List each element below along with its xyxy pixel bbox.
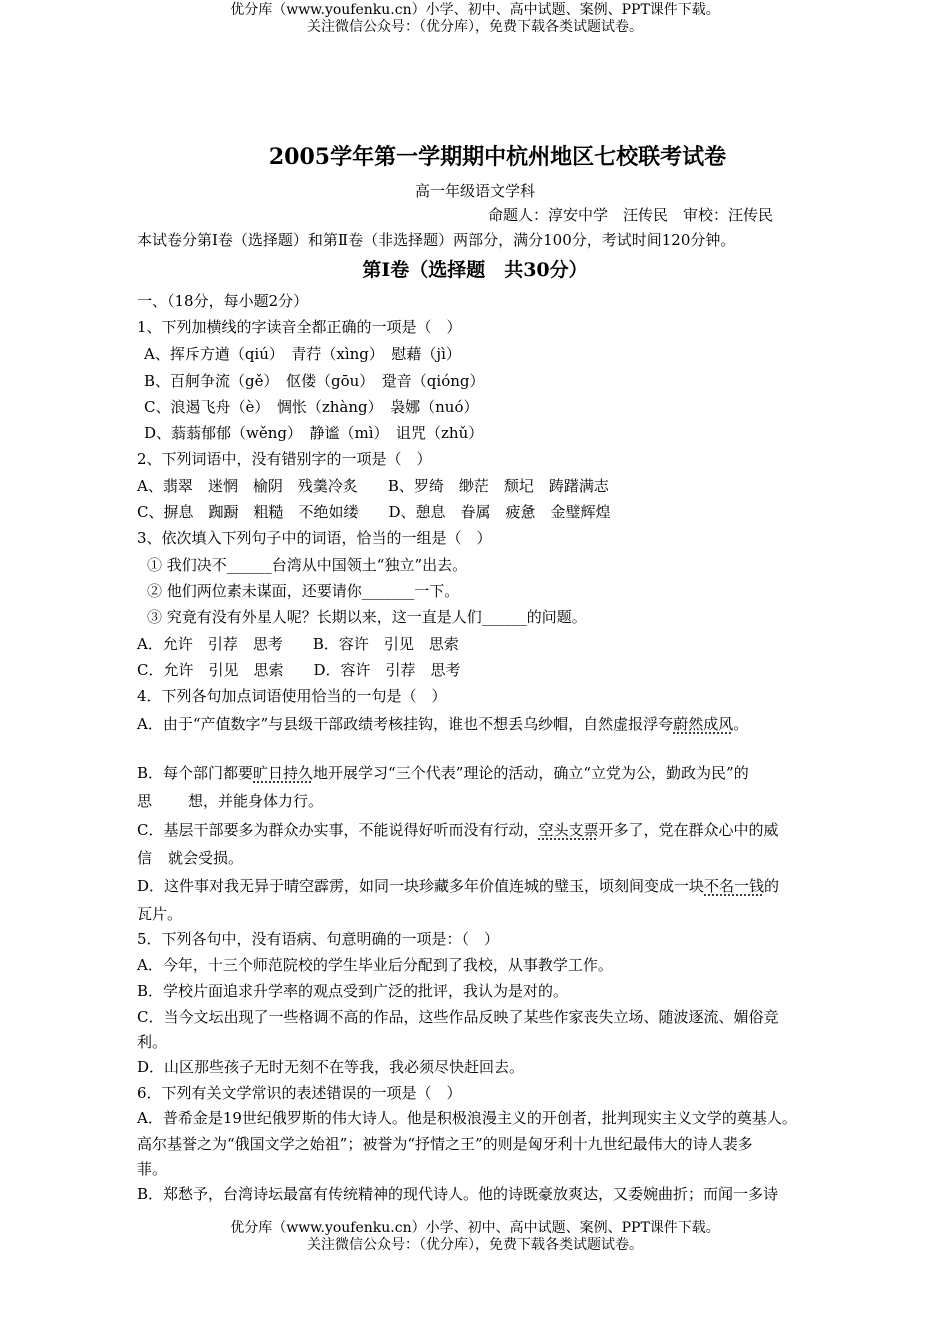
author-line: 命题人：淳安中学 汪传民 审校：汪传民 bbox=[488, 206, 774, 224]
q3-sentence-2: ② 他们两位素未谋面，还要请你_______一下。 bbox=[147, 582, 460, 600]
q5-stem: 5．下列各句中，没有语病、句意明确的一项是：（ ） bbox=[137, 930, 500, 948]
q4-b-rest: 地开展学习“三个代表”理论的活动，确立“立党为公，勤政为民”的 bbox=[313, 764, 749, 782]
q1-stem: 1、下列加横线的字读音全都正确的一项是（ ） bbox=[137, 318, 462, 336]
q2-options-ab: A、翡翠 迷惘 榆阴 残羹冷炙 B、罗绮 缈茫 颓圮 踌躇满志 bbox=[137, 477, 609, 495]
q4-d-text: D．这件事对我无异于晴空霹雳，如同一块珍藏多年价值连城的璧玉，顷刻间变成一块 bbox=[137, 877, 705, 895]
part-heading: 一、（18分，每小题2分） bbox=[137, 292, 309, 310]
q4-option-b bbox=[137, 763, 749, 783]
q2-stem: 2、下列词语中，没有错别字的一项是（ ） bbox=[137, 450, 432, 468]
q1-option-c: C、浪遏飞舟（è） 惆怅（zhàng） 袅娜（nuó） bbox=[144, 398, 479, 416]
q4-c-rest: 开多了，党在群众心中的威 bbox=[598, 821, 779, 839]
q3-sentence-3: ③ 究竟有没有外星人呢？长期以来，这一直是人们______的问题。 bbox=[147, 608, 587, 626]
q1-option-a: A、挥斥方遒（qiú） 青荇（xìng） 慰藉（jì） bbox=[144, 345, 461, 363]
q4-c2-rest: 就会受损。 bbox=[168, 849, 244, 867]
q6-option-a: A．普希金是19世纪俄罗斯的伟大诗人。他是积极浪漫主义的开创者，批判现实主义文学的奠基人。 bbox=[137, 1109, 797, 1127]
q3-sentence-1: ① 我们决不______台湾从中国领土“独立”出去。 bbox=[147, 556, 468, 574]
q6-option-a-cont-1: 高尔基誉之为“俄国文学之始祖”；被誉为“抒情之王”的则是匈牙利十九世纪最伟大的诗人裴多 bbox=[137, 1135, 753, 1153]
q4-b-emphasis: 旷日持久 bbox=[253, 764, 314, 782]
q5-option-a: A．今年，十三个师范院校的学生毕业后分配到了我校，从事教学工作。 bbox=[137, 956, 613, 974]
q4-b2-first: 思 bbox=[137, 792, 153, 810]
page-title: 2005学年第一学期期中杭州地区七校联考试卷 bbox=[268, 144, 727, 170]
q3-stem: 3、依次填入下列句子中的词语，恰当的一组是（ ） bbox=[137, 529, 492, 547]
q4-c-emphasis: 空头支票 bbox=[538, 821, 599, 839]
q4-stem: 4．下列各句加点词语使用恰当的一句是（ ） bbox=[137, 687, 447, 705]
q1-option-d: D、蓊蓊郁郁（wěng） 静谧（mì） 诅咒（zhǔ） bbox=[144, 424, 484, 442]
q4-b2-rest: 想，并能身体力行。 bbox=[188, 792, 324, 810]
q6-option-b: B．郑愁予，台湾诗坛最富有传统精神的现代诗人。他的诗既豪放爽达，又委婉曲折；而闻一多诗 bbox=[137, 1185, 779, 1203]
q4-option-c-cont bbox=[137, 848, 243, 868]
q5-option-c: C．当今文坛出现了一些格调不高的作品，这些作品反映了某些作家丧失立场、随波逐流、媚俗竞 bbox=[137, 1008, 779, 1026]
q5-option-b: B．学校片面追求升学率的观点受到广泛的批评，我认为是对的。 bbox=[137, 982, 569, 1000]
q4-a-emphasis: 蔚然成风 bbox=[673, 715, 734, 733]
q4-b-text: B．每个部门都要 bbox=[137, 764, 254, 782]
footer-line-1: 优分库（www.youfenku.cn）小学、初中、高中试题、案例、PPT课件下载。 bbox=[230, 1220, 720, 1236]
page-subtitle: 高一年级语文学科 bbox=[414, 182, 535, 200]
q4-option-d bbox=[137, 876, 779, 896]
q4-a-text: A．由于“产值数字”与县级干部政绩考核挂钩，谁也不想丢乌纱帽，自然虚报浮夸 bbox=[137, 715, 674, 733]
header-line-1: 优分库（www.youfenku.cn）小学、初中、高中试题、案例、PPT课件下载。 bbox=[230, 2, 720, 18]
q2-options-cd: C、摒息 踟蹰 粗糙 不绝如缕 D、憩息 眷属 疲惫 金璧辉煌 bbox=[137, 503, 611, 521]
q4-option-b-cont bbox=[137, 791, 323, 811]
q5-option-d: D．山区那些孩子无时无刻不在等我，我必须尽快赶回去。 bbox=[137, 1058, 525, 1076]
q5-option-c-cont: 利。 bbox=[137, 1033, 168, 1051]
q3-options-ab: A．允许 引荐 思考 B．容许 引见 思索 bbox=[137, 635, 459, 653]
section-title: 第Ⅰ卷（选择题 共30分） bbox=[362, 259, 588, 281]
header-line-2: 关注微信公众号：（优分库），免费下载各类试题试卷。 bbox=[307, 19, 643, 35]
q4-option-a bbox=[137, 714, 748, 734]
q4-d-rest: 的 bbox=[764, 877, 780, 895]
q4-option-c bbox=[137, 820, 779, 840]
q3-options-cd: C．允许 引见 思索 D．容许 引荐 思考 bbox=[137, 661, 461, 679]
q4-a-end: 。 bbox=[733, 715, 749, 733]
footer-line-2: 关注微信公众号：（优分库），免费下载各类试题试卷。 bbox=[307, 1237, 643, 1253]
q4-option-d-cont: 瓦片。 bbox=[137, 905, 183, 923]
q4-c2-first: 信 bbox=[137, 849, 153, 867]
q4-c-text: C．基层干部要多为群众办实事，不能说得好听而没有行动， bbox=[137, 821, 539, 839]
q6-option-a-cont-2: 菲。 bbox=[137, 1160, 168, 1178]
q4-d-emphasis: 不名一钱 bbox=[704, 877, 765, 895]
q1-option-b: B、百舸争流（gě） 伛偻（gōu） 跫音（qióng） bbox=[144, 372, 485, 390]
intro-line: 本试卷分第Ⅰ卷（选择题）和第Ⅱ卷（非选择题）两部分，满分100分，考试时间120分钟。 bbox=[137, 231, 736, 249]
q6-stem: 6．下列有关文学常识的表述错误的一项是（ ） bbox=[137, 1084, 462, 1102]
